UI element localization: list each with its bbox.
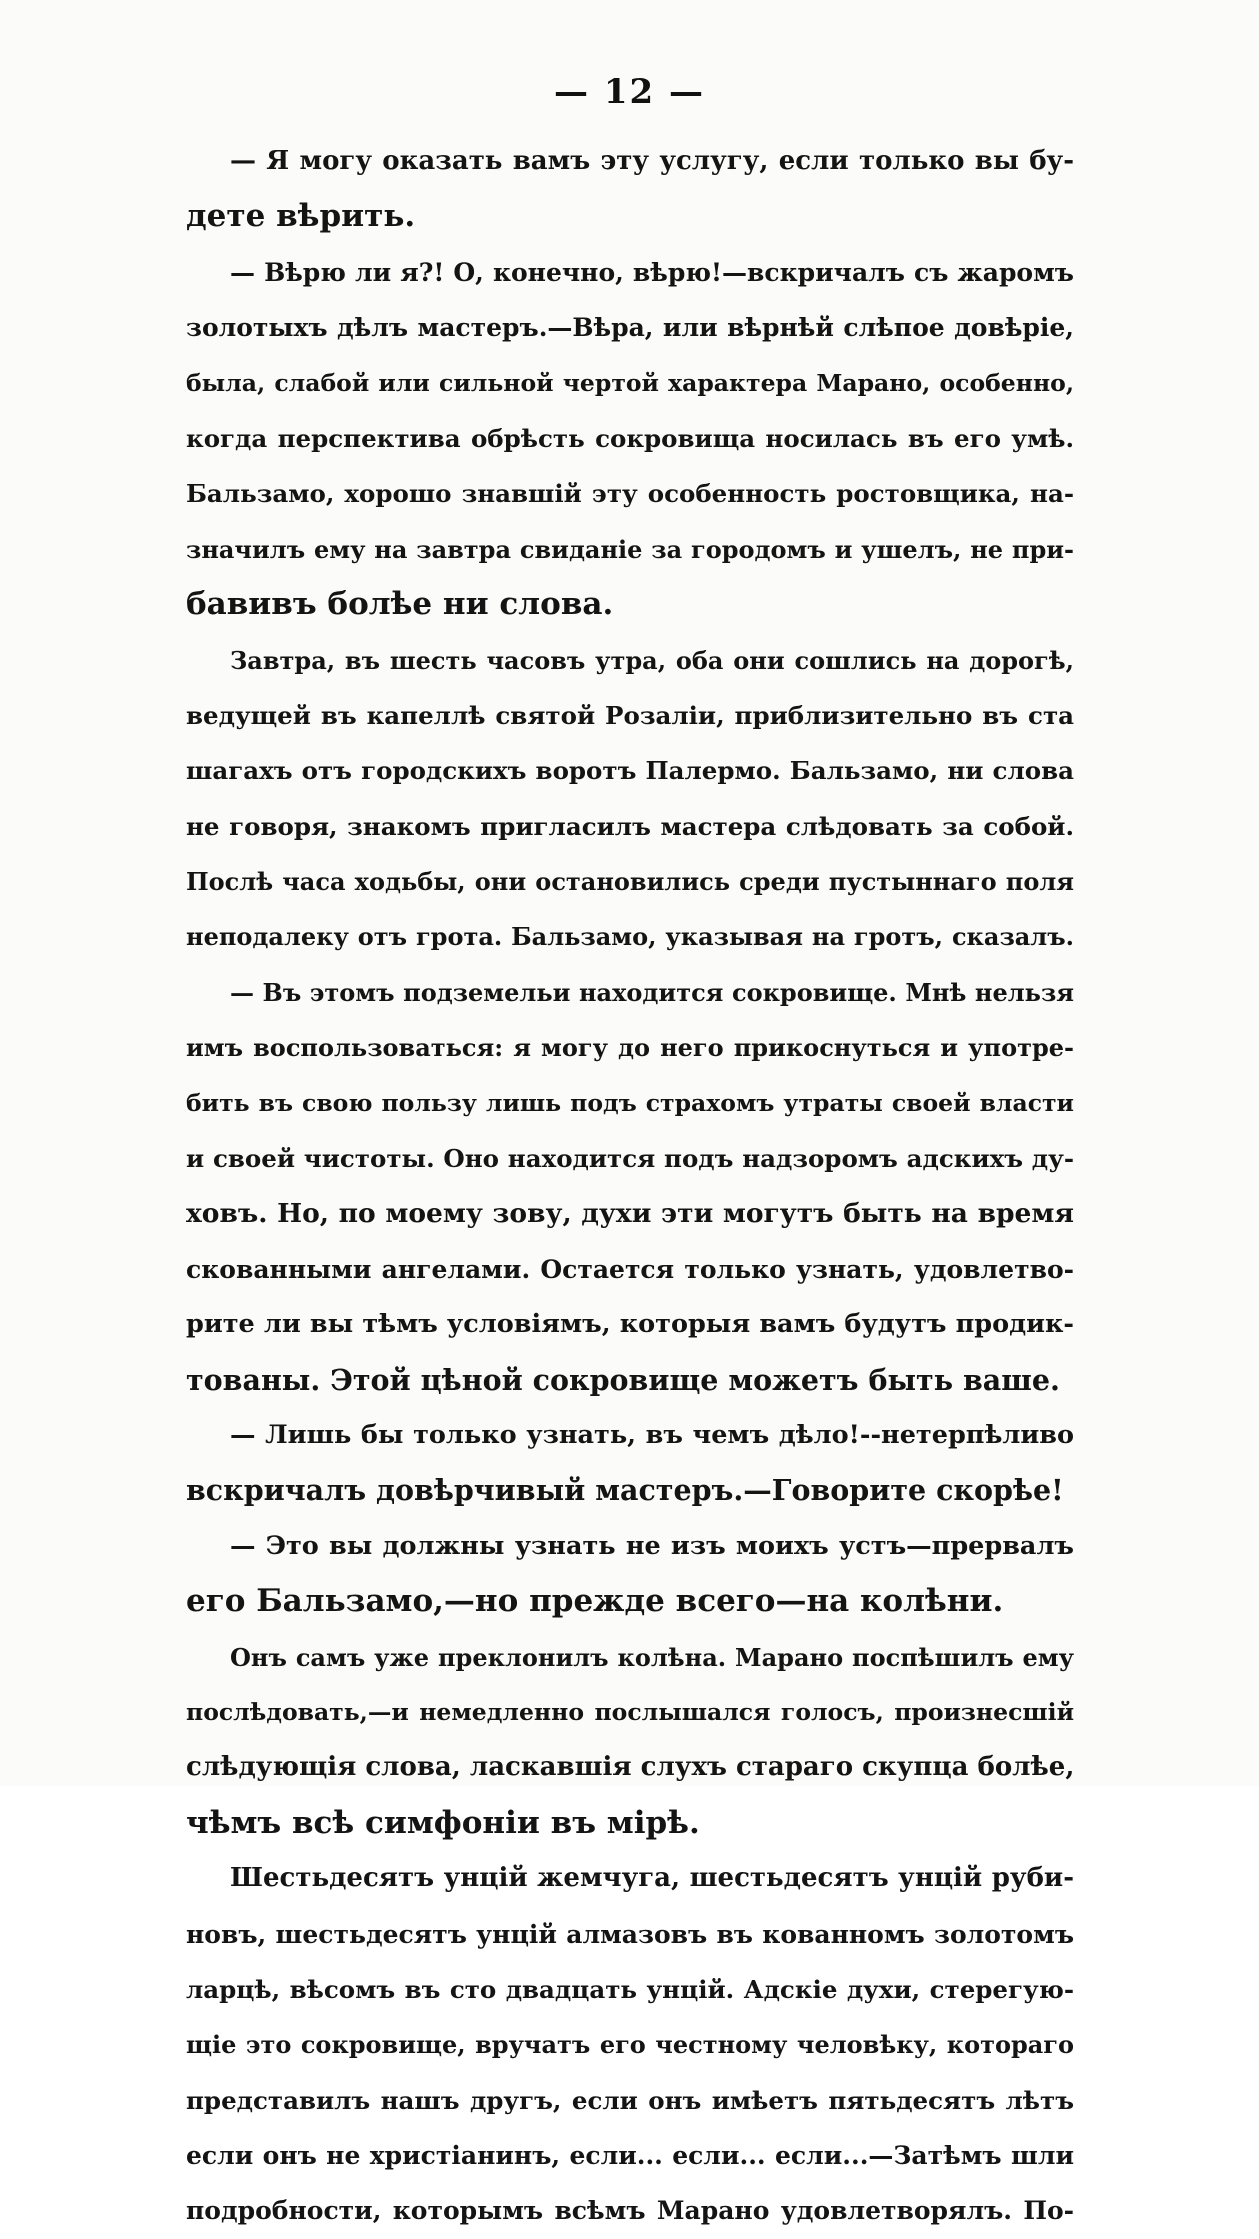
text-line: подробности, которымъ всѣмъ Марано удовлетворялъ. По- (186, 2196, 1074, 2226)
text-line: имъ воспользоваться: я могу до него прикоснуться и употре- (186, 1033, 1074, 1063)
text-line: новъ, шестьдесятъ унцій алмазовъ въ кованномъ золотомъ (186, 1919, 1074, 1949)
text-line: представилъ нашъ другъ, если онъ имѣетъ пятьдесятъ лѣтъ (186, 2085, 1074, 2115)
text-line: ведущей въ капеллѣ святой Розаліи, приблизительно въ ста (186, 700, 1074, 730)
text-line: чѣмъ всѣ симфоніи въ мірѣ. (186, 1804, 700, 1841)
text-line: когда перспектива обрѣсть сокровища носилась въ его умѣ. (186, 423, 1074, 453)
text-line: была, слабой или сильной чертой характера Марано, особенно, (186, 368, 1074, 397)
text-line: шагахъ отъ городскихъ воротъ Палермо. Бальзамо, ни слова (186, 756, 1074, 786)
text-line: не говоря, знакомъ пригласилъ мастера слѣдовать за собой. (186, 811, 1074, 841)
text-line: — Въ этомъ подземельи находится сокровище. Мнѣ нельзя (230, 977, 1074, 1007)
text-line: слѣдующія слова, ласкавшія слухъ стараго скупца болѣе, (186, 1752, 1075, 1783)
text-line: Шестьдесятъ унцій жемчуга, шестьдесятъ унцій руби- (230, 1863, 1074, 1894)
text-line: — Я могу оказать вамъ эту услугу, если только вы бу- (230, 146, 1074, 176)
text-line: ховъ. Но, по моему зову, духи эти могутъ быть на время (186, 1198, 1074, 1230)
text-line: ларцѣ, вѣсомъ въ сто двадцать унцій. Адскіе духи, стерегую- (186, 1974, 1074, 2004)
text-line: если онъ не христіанинъ, если... если... если...—Затѣмъ шли (186, 2141, 1074, 2171)
text-line: скованными ангелами. Остается только узнать, удовлетво- (186, 1254, 1074, 1284)
text-line: рите ли вы тѣмъ условіямъ, которыя вамъ будутъ продик- (186, 1309, 1074, 1340)
text-line: Бальзамо, хорошо знавшій эту особенность ростовщика, на- (186, 479, 1074, 509)
text-line: послѣдовать,—и немедленно послышался голосъ, произнесшій (186, 1697, 1074, 1726)
text-line: дете вѣрить. (186, 198, 416, 235)
text-line: вскричалъ довѣрчивый мастеръ.—Говорите скорѣе! (186, 1473, 1064, 1508)
text-line: бавивъ болѣе ни слова. (186, 586, 614, 623)
text-line: — Вѣрю ли я?! О, конечно, вѣрю!—вскричалъ съ жаромъ (230, 257, 1074, 287)
text-line: Послѣ часа ходьбы, они остановились среди пустыннаго поля (186, 867, 1074, 897)
text-line: — Лишь бы только узнать, въ чемъ дѣло!--нетерпѣливо (230, 1419, 1074, 1450)
text-line: — Это вы должны узнать не изъ моихъ устъ—прервалъ (230, 1530, 1074, 1561)
page-number: — 12 — (554, 72, 705, 112)
text-line: бить въ свою пользу лишь подъ страхомъ утраты своей власти (186, 1088, 1074, 1117)
text-line: неподалеку отъ грота. Бальзамо, указывая на гротъ, сказалъ. (186, 922, 1074, 952)
text-line: и своей чистоты. Оно находится подъ надзоромъ адскихъ ду- (186, 1144, 1074, 1174)
text-line: щіе это сокровище, вручатъ его честному человѣку, котораго (186, 2030, 1074, 2060)
text-line: золотыхъ дѣлъ мастеръ.—Вѣра, или вѣрнѣй слѣпое довѣріе, (186, 313, 1074, 343)
text-line: значилъ ему на завтра свиданіе за городомъ и ушелъ, не при- (186, 534, 1074, 564)
text-line: Завтра, въ шесть часовъ утра, оба они сошлись на дорогѣ, (230, 645, 1074, 675)
text-line: его Бальзамо,—но прежде всего—на колѣни. (186, 1583, 1004, 1620)
body-text (186, 134, 1074, 2239)
text-line: тованы. Этой цѣной сокровище можетъ быть ваше. (186, 1362, 1060, 1397)
text-line: Онъ самъ уже преклонилъ колѣна. Марано поспѣшилъ ему (230, 1642, 1074, 1672)
